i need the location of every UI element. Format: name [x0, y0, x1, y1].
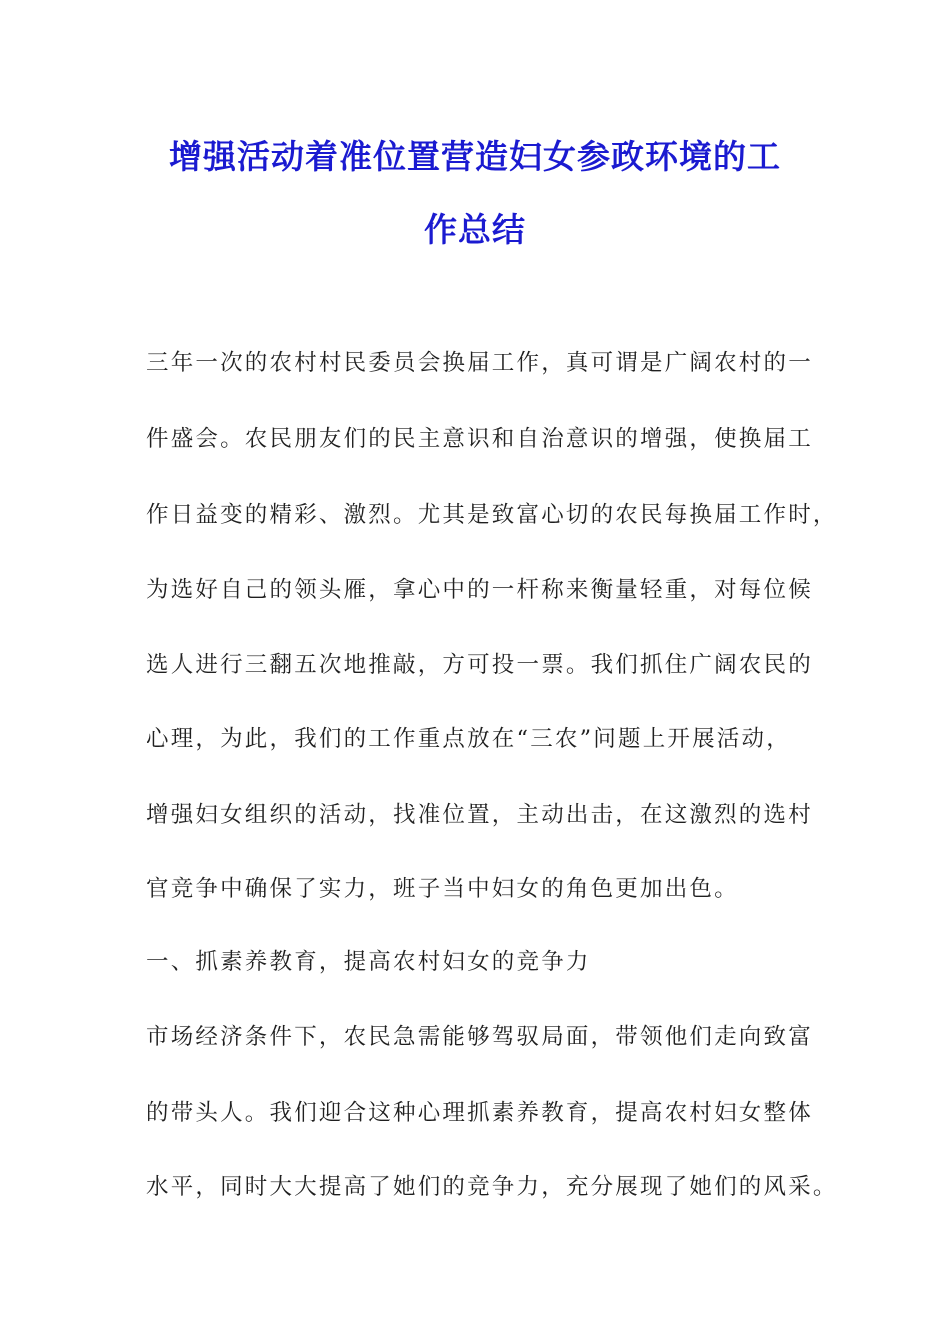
paragraph-line: 官竞争中确保了实力，班子当中妇女的角色更加出色。 — [146, 876, 739, 902]
paragraph-line: 三年一次的农村村民委员会换届工作，真可谓是广阔农村的一 — [146, 350, 813, 376]
paragraph-line: 的带头人。我们迎合这种心理抓素养教育，提高农村妇女整体 — [146, 1100, 813, 1126]
paragraph-line: 选人进行三翻五次地推敲，方可投一票。我们抓住广阔农民的 — [146, 652, 813, 678]
paragraph-line: 增强妇女组织的活动，找准位置，主动出击，在这激烈的选村 — [146, 802, 813, 828]
paragraph-line: 水平，同时大大提高了她们的竞争力，充分展现了她们的风采。 — [146, 1174, 838, 1200]
paragraph-line: 为选好自己的领头雁，拿心中的一杆称来衡量轻重，对每位候 — [146, 577, 813, 603]
paragraph-line: 作日益变的精彩、激烈。尤其是致富心切的农民每换届工作时， — [146, 502, 838, 528]
paragraph-line: 心理，为此，我们的工作重点放在“三农”问题上开展活动， — [146, 726, 791, 752]
paragraph-line: 件盛会。农民朋友们的民主意识和自治意识的增强，使换届工 — [146, 426, 813, 452]
section-heading: 一、抓素养教育，提高农村妇女的竞争力 — [146, 949, 591, 975]
document-title-line-1: 增强活动着准位置营造妇女参政环境的工 — [169, 137, 781, 176]
paragraph-line: 市场经济条件下，农民急需能够驾驭局面，带领他们走向致富 — [146, 1024, 813, 1050]
document-title-line-2: 作总结 — [424, 210, 526, 249]
